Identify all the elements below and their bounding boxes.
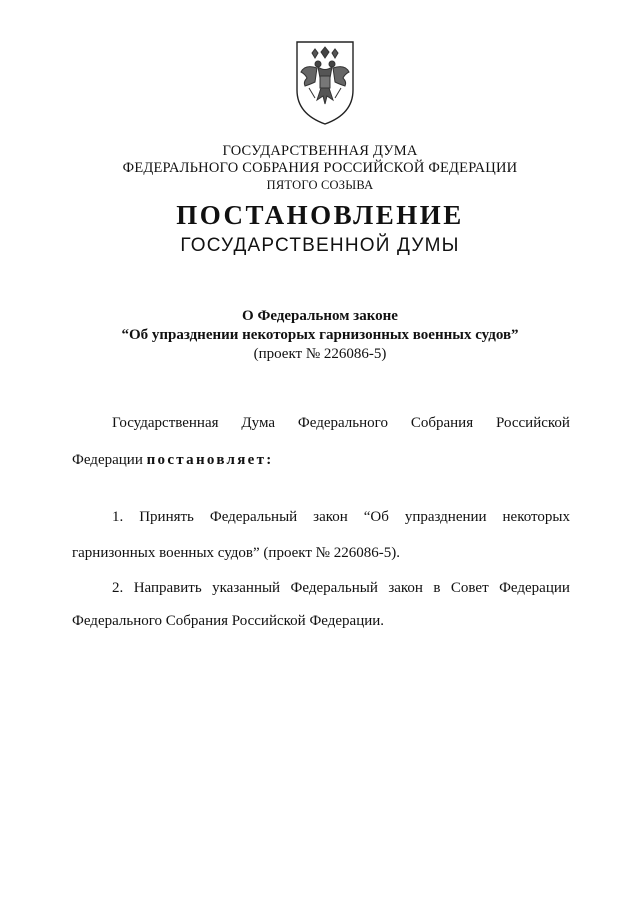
subject-bill-number: (проект № 226086-5) <box>253 346 387 362</box>
item-2-line-1 <box>112 579 570 597</box>
preamble-word: Дума <box>241 415 276 431</box>
document-issuer: ГОСУДАРСТВЕННОЙ ДУМЫ <box>180 235 460 256</box>
preamble-word: Федерального <box>297 415 388 431</box>
item-1-word: закон <box>313 509 348 525</box>
item-1-word: 1. <box>112 509 124 525</box>
item-2-word: в <box>433 580 441 596</box>
item-1-word: некоторых <box>502 509 570 525</box>
item-1-word: Федеральный <box>209 509 298 525</box>
item-2-word: Направить <box>133 580 202 596</box>
preamble-word: Российской <box>496 415 570 431</box>
item-2-word: Федеральный <box>290 580 378 596</box>
resolves-word: постановляет: <box>146 452 274 468</box>
subject-line-1: О Федеральном законе <box>242 308 398 324</box>
russian-coat-of-arms-icon <box>293 38 357 126</box>
item-2-word: указанный <box>212 580 281 596</box>
subject-law-title: “Об упразднении некоторых гарнизонных военных судов” <box>121 327 519 343</box>
preamble-line-1 <box>112 414 570 432</box>
preamble-word: Собрания <box>410 415 474 431</box>
document-type-title: ПОСТАНОВЛЕНИЕ <box>176 200 464 230</box>
item-1-word: упразднении <box>404 509 487 525</box>
preamble-line-2 <box>72 451 570 469</box>
item-1-line-1 <box>112 508 570 526</box>
preamble-line-2-start: Федерации <box>72 452 147 468</box>
item-2-word: закон <box>388 580 423 596</box>
item-2-word: 2. <box>112 580 124 596</box>
item-2-line-2: Федерального Собрания Российской Федерации. <box>72 613 385 629</box>
org-name-line-2: ФЕДЕРАЛЬНОГО СОБРАНИЯ РОССИЙСКОЙ ФЕДЕРАЦИИ <box>122 160 518 176</box>
item-2-word: Федерации <box>499 580 570 596</box>
item-1-word: Принять <box>139 509 194 525</box>
convocation: ПЯТОГО СОЗЫВА <box>266 178 374 192</box>
item-1-line-2: гарнизонных военных судов” (проект № 226086-5). <box>72 545 400 561</box>
org-name-line-1: ГОСУДАРСТВЕННАЯ ДУМА <box>222 143 418 159</box>
item-1-word: “Об <box>363 509 389 525</box>
item-2-word: Совет <box>450 580 489 596</box>
preamble-word: Государственная <box>112 415 219 431</box>
